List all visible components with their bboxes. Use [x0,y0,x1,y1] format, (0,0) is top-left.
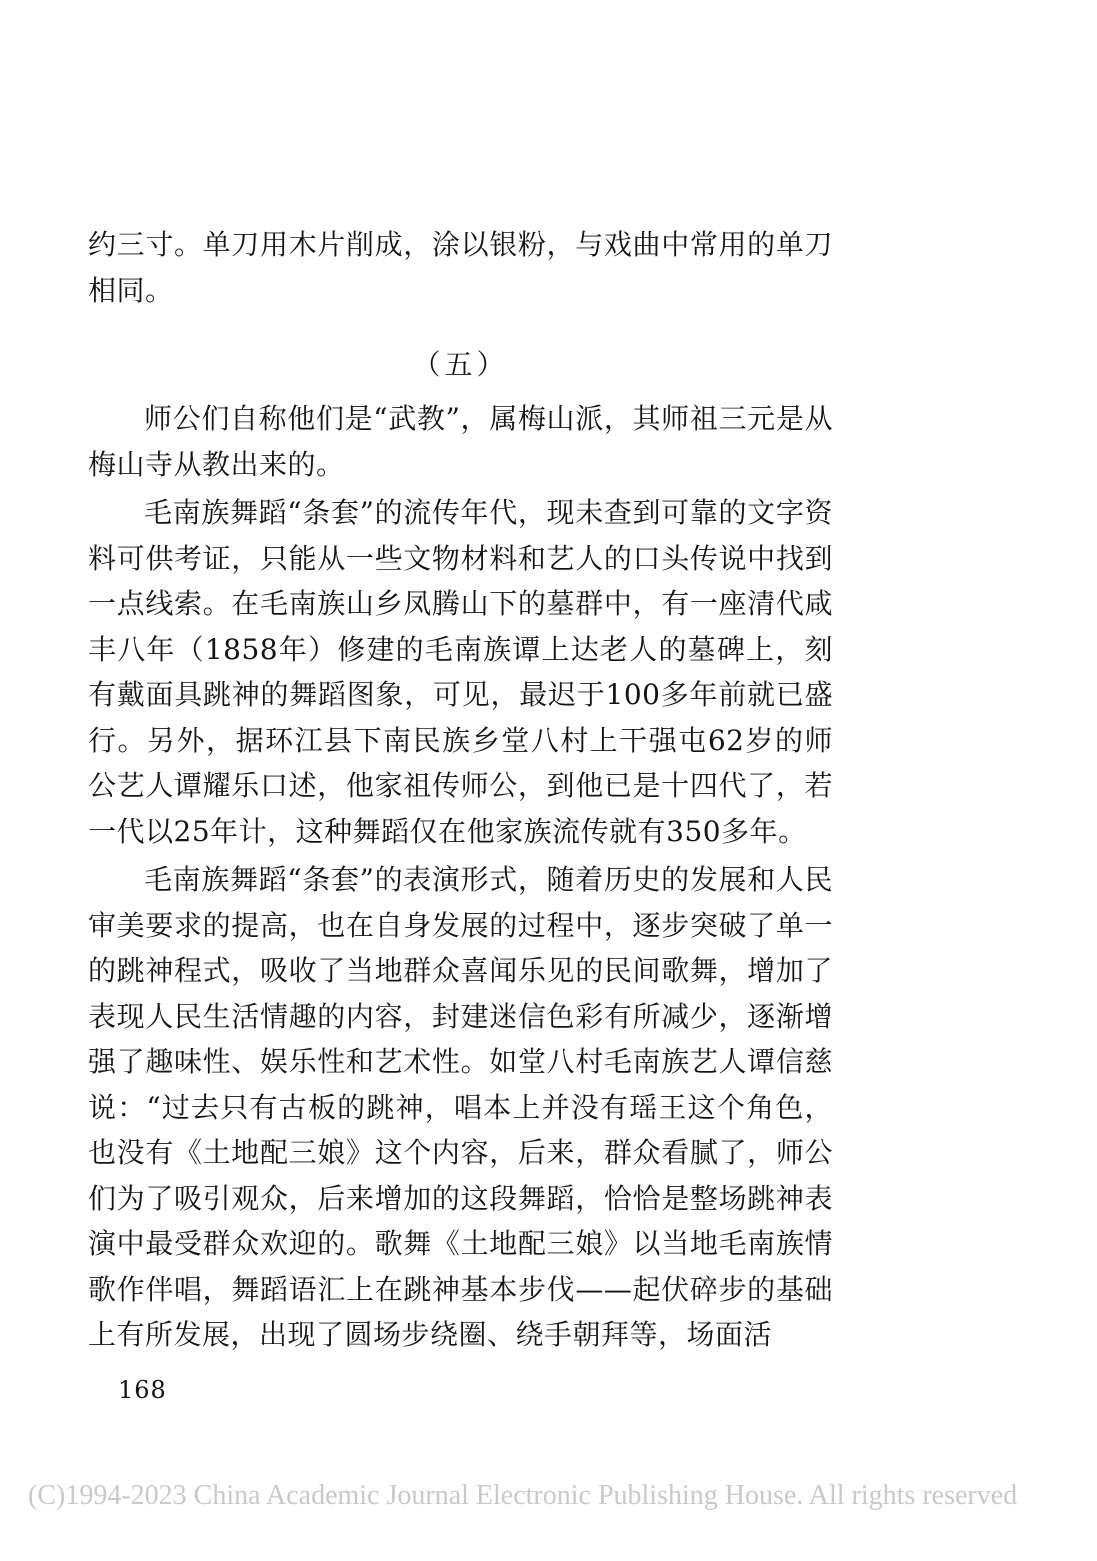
paragraph-2: 毛南族舞蹈“条套”的流传年代，现未查到可靠的文字资料可供考证，只能从一些文物材料和艺人的口头传说中找到一点线索。在毛南族山乡凤腾山下的墓群中，有一座清代咸丰八年（1858年）修建的毛南族谭上达老人的墓碑上，刻有戴面具跳神的舞蹈图象，可见，最迟于100多年前就已盛行。另外，据环江县下南民族乡堂八村上干强屯62岁的师公艺人谭耀乐口述，他家祖传师公，到他已是十四代了，若一代以25年计，这种舞蹈仅在他家族流传就有350多年。 [88,496,833,848]
body-text [88,396,833,1358]
paragraph-3: 毛南族舞蹈“条套”的表演形式，随着历史的发展和人民审美要求的提高，也在自身发展的过程中，逐步突破了单一的跳神程式，吸收了当地群众喜闻乐见的民间歌舞，增加了表现人民生活情趣的内容，封建迷信色彩有所减少，逐渐增强了趣味性、娱乐性和艺术性。如堂八村毛南族艺人谭信慈说：“过去只有古板的跳神，唱本上并没有瑶王这个角色，也没有《土地配三娘》这个内容，后来，群众看腻了，师公们为了吸引观众，后来增加的这段舞蹈，恰恰是整场跳神表演中最受群众欢迎的。歌舞《土地配三娘》以当地毛南族情歌作伴唱，舞蹈语汇上在跳神基本步伐——起伏碎步的基础上有所发展，出现了圆场步绕圈、绕手朝拜等，场面活 [88,863,833,1351]
paragraph-text: 约三寸。单刀用木片削成，涂以银粉，与戏曲中常用的单刀相同。 [88,228,833,307]
copyright-watermark: (C)1994-2023 China Academic Journal Electronic Publishing House. All rights reserved [28,1480,1018,1511]
page-number: 168 [118,1376,167,1404]
opening-paragraph [88,222,833,313]
section-heading: （五） [412,348,509,381]
paragraph-1: 师公们自称他们是“武教”，属梅山派，其师祖三元是从梅山寺从教出来的。 [88,402,833,481]
